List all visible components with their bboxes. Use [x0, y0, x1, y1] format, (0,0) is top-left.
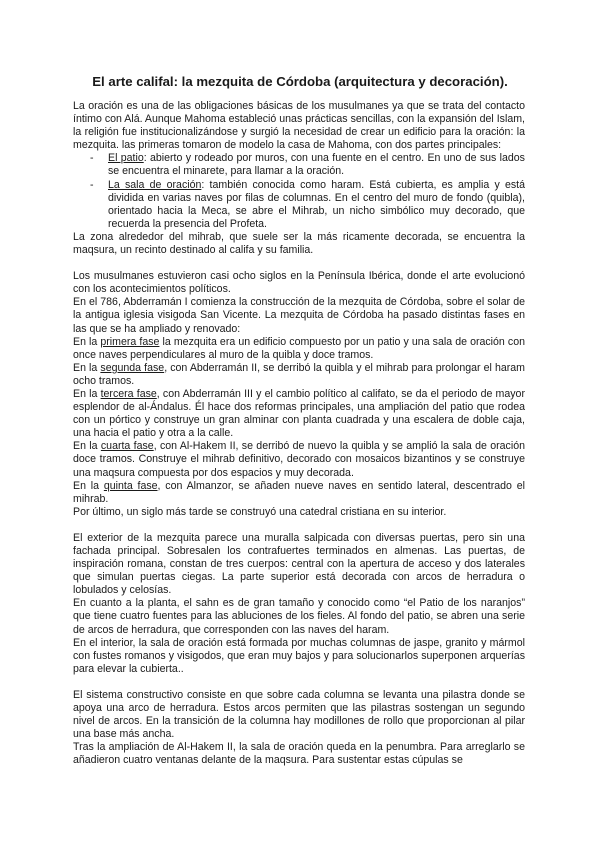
history-786-paragraph: En el 786, Abderramán I comienza la construcción de la mezquita de Córdoba, sobre el solar de la antigua iglesia visigoda San Vicente. La mezquita de Córdoba ha pasado distintas fases en las que se ha ampliado y renovado: [73, 296, 525, 335]
dash-marker: - [90, 178, 94, 191]
phase-paragraph [73, 336, 525, 362]
phase-prefix: En la [73, 361, 101, 374]
exterior-paragraph: El exterior de la mezquita parece una muralla salpicada con diversas puertas, pero sin una fachada principal. Sobresalen los contrafuertes terminados en almenas. Las puertas, de inspiración romana, constan de tres cuerpos: central con la apertura de acceso y dos laterales que simulan puertas ciegas. La parte superior está decorada con arcos de herradura o lobulados y celosías. [73, 531, 525, 597]
dash-marker: - [90, 152, 94, 165]
phase-text: , con Abderramán II, se derribó la quibla y el mihrab para prolongar el haram ocho tramos. [73, 361, 525, 387]
interior-paragraph: En el interior, la sala de oración está formada por muchas columnas de jaspe, granito y mármol con fustes romanos y visigodos, que eran muy bajos y para solucionarlos superponen arquerías para elevar la cubierta.. [73, 636, 525, 675]
expansion-paragraph: Tras la ampliación de Al-Hakem II, la sala de oración queda en la penumbra. Para arreglarlo se añadieron cuatro ventanas delante de la maqsura. Para sustentar estas cúpulas se [73, 741, 525, 767]
phase-text: , con Almanzor, se añaden nueve naves en sentido lateral, descentrado el mihrab. [73, 479, 525, 505]
phase-prefix: En la [73, 387, 101, 400]
list-item-text: : también conocida como haram. Está cubierta, es amplia y está dividida en varias naves por filas de columnas. En el centro del muro de fondo (quibla), orientado hacia la Meca, se abre el Mihrab, un nicho simbólico muy decorado, que recuerda la presencia del Profeta. [108, 178, 525, 230]
maqsura-paragraph: La zona alrededor del mihrab, que suele ser la más ricamente decorada, se encuentra la maqsura, un recinto destinado al califa y su familia. [73, 230, 525, 257]
phase-prefix: En la [73, 335, 101, 348]
term-patio: El patio [108, 152, 144, 165]
phase-text: , con Abderramán III y el cambio político al califato, se da el periodo de mayor esplendor de al-Ándalus. Él hace dos reformas principales, una ampliación del patio que rodea con un pórtico y construye un gran alminar con planta cuadrada y una escalera de doble caja, una hacia el patio y otra a la calle. [73, 387, 525, 440]
history-intro-paragraph: Los musulmanes estuvieron casi ocho siglos en la Península Ibérica, donde el arte evolucionó con los acontecimientos políticos. [73, 270, 525, 296]
phase-text: , con Al-Hakem II, se derribó de nuevo la quibla y se amplió la sala de oración doce tramos. Construye el mihrab definitivo, decorado con mosaicos bizantinos y se construye una maqsura compuesta por dos espacios y muy decorada. [73, 440, 525, 479]
cathedral-paragraph: Por último, un siglo más tarde se construyó una catedral cristiana en su interior. [73, 505, 447, 518]
mosque-parts-list [73, 152, 525, 231]
phase-paragraph [73, 480, 525, 506]
phase-paragraph [73, 388, 525, 440]
phase-paragraph [73, 440, 525, 479]
plan-paragraph: En cuanto a la planta, el sahn es de gran tamaño y conocido como “el Patio de los naranjos” que tiene cuatro fuentes para las abluciones de los fieles. Al fondo del patio, se abren una serie de arcos de herradura, que corresponden con las naves del haram. [73, 597, 525, 636]
term-quinta-fase: quinta fase [103, 479, 158, 492]
paragraph-gap [73, 257, 525, 270]
term-tercera-fase: tercera fase [100, 387, 157, 400]
list-item [73, 179, 525, 231]
term-primera-fase: primera fase [100, 335, 160, 348]
phase-prefix: En la [73, 479, 104, 492]
phase-prefix: En la [73, 440, 101, 453]
phase-text: la mezquita era un edificio compuesto por un patio y una sala de oración con once naves perpendiculares al muro de la quibla y doce tramos. [73, 335, 525, 361]
term-segunda-fase: segunda fase [100, 361, 165, 374]
term-sala-oracion: La sala de oración [108, 178, 202, 191]
paragraph-gap [73, 676, 525, 689]
intro-paragraph: La oración es una de las obligaciones básicas de los musulmanes ya que se trata del contacto íntimo con Alá. Aunque Mahoma estableció unas prácticas sencillas, con la expansión del Islam, la religión fue institucionalizándose y surgió la necesidad de crear un edificio para la oración: la mezquita. las primeras tomaron de modelo la casa de Mahoma, con dos partes principales: [73, 100, 525, 152]
system-paragraph: El sistema constructivo consiste en que sobre cada columna se levanta una pilastra donde se apoya una arco de herradura. Estos arcos permiten que las pilastras sostengan un segundo nivel de arcos. En la transición de la columna hay modillones de rollo que proporcionan al pilar una base más ancha. [73, 688, 525, 741]
page-title: El arte califal: la mezquita de Córdoba (arquitectura y decoración). [92, 74, 508, 89]
list-item [73, 152, 525, 178]
term-cuarta-fase: cuarta fase [100, 440, 154, 453]
paragraph-gap [73, 519, 525, 532]
list-item-text: : abierto y rodeado por muros, con una fuente en el centro. En uno de sus lados se encuentra el minarete, para llamar a la oración. [108, 152, 525, 178]
phase-paragraph [73, 362, 525, 388]
document-body [73, 100, 525, 768]
